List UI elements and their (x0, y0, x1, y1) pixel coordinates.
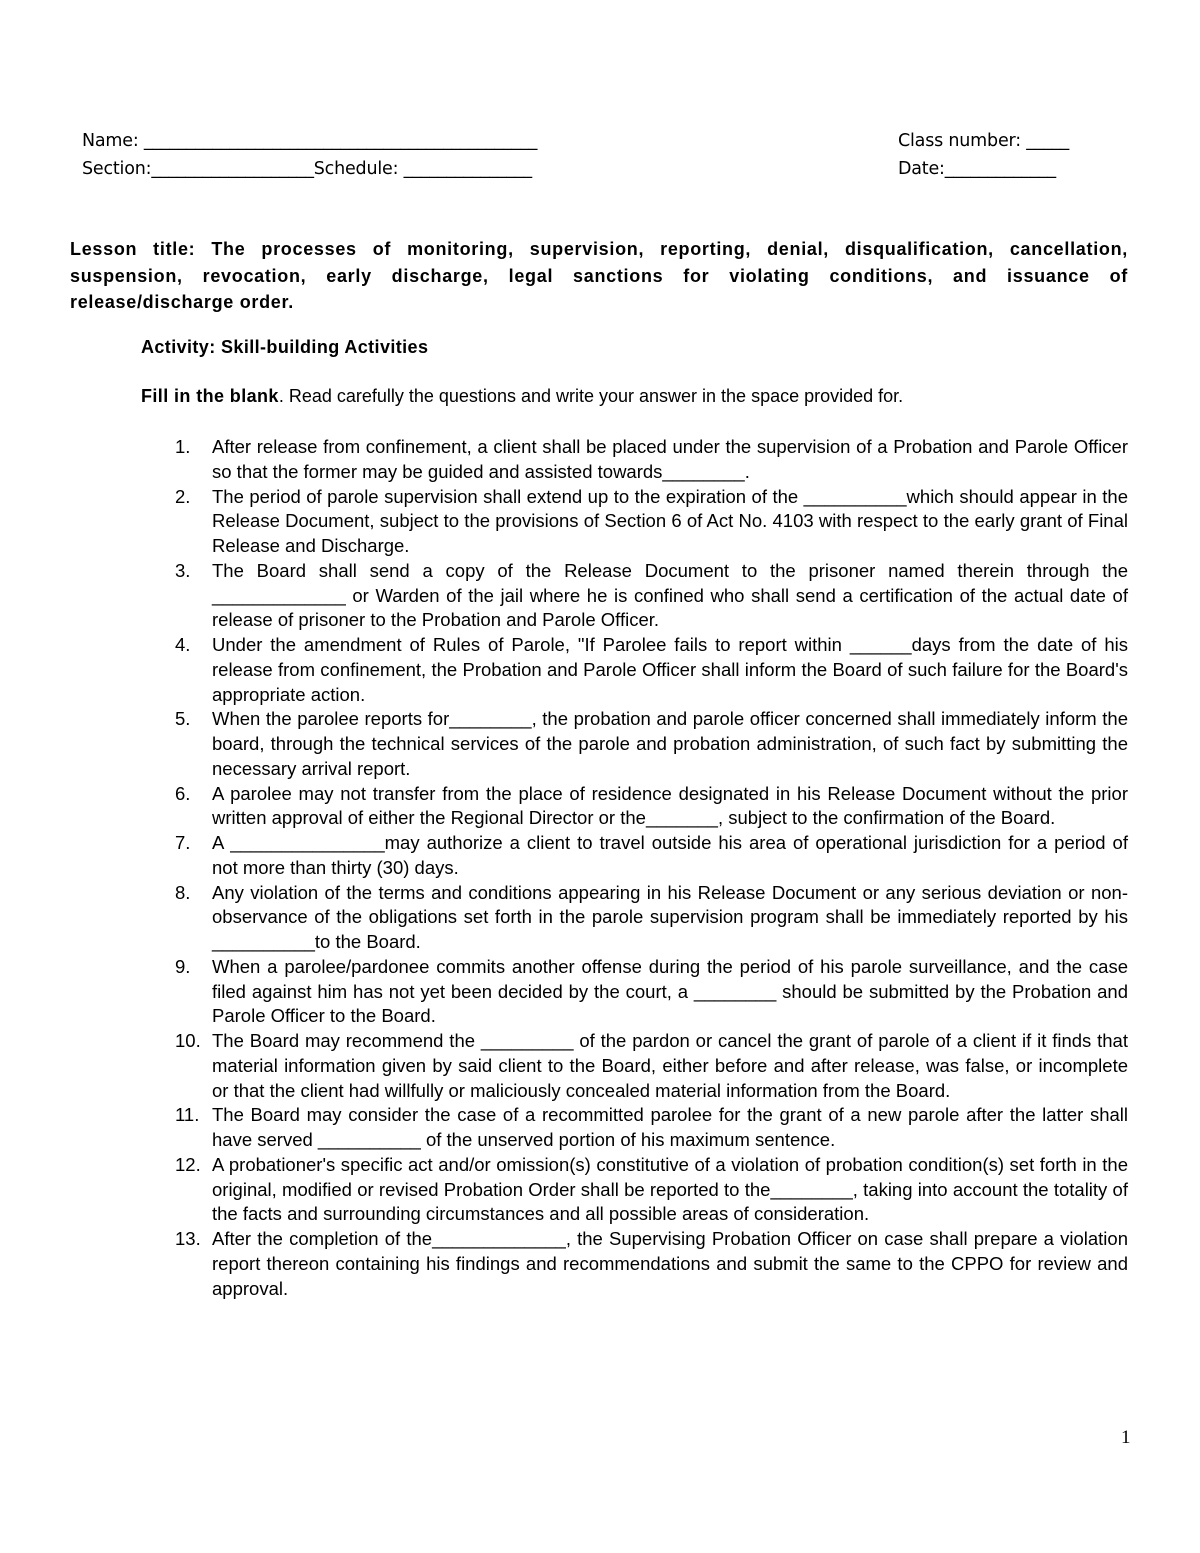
question-item (0, 707, 1128, 781)
instructions-bold: Fill in the blank (141, 386, 279, 406)
question-number: 9. (175, 955, 191, 977)
question-item (0, 831, 1128, 881)
page-number: 1 (1121, 1427, 1131, 1448)
activity-title: Activity: Skill-building Activities (141, 337, 429, 357)
class-number-line: Class number: _____ (898, 131, 1070, 151)
question-number: 3. (175, 559, 191, 581)
question-text: A _______________may authorize a client to travel outside his area of operational jurisdiction for a period of not more than thirty (30) days. (212, 832, 1128, 878)
lesson-title: Lesson title: The processes of monitoring, supervision, reporting, denial, disqualification, cancellation, suspension, revocation, early discharge, legal sanctions for violating conditions, and issuance of release/discharge order. (70, 239, 1128, 312)
question-text: When a parolee/pardonee commits another offense during the period of his parole surveillance, and the case filed against him has not yet been decided by the court, a ________ should be submitted by the Probation and Parole Officer to the Board. (212, 955, 1128, 1027)
question-list (0, 435, 1200, 1301)
question-item (0, 559, 1128, 633)
question-item (0, 1227, 1128, 1301)
date-line: Date:_____________ (898, 159, 1056, 179)
question-number: 5. (175, 708, 191, 730)
question-text: The period of parole supervision shall extend up to the expiration of the __________which should appear in the Release Document, subject to the provisions of Section 6 of Act No. 4103 with respect to the early grant of Final Release and Discharge. (212, 485, 1128, 556)
question-item (0, 633, 1128, 707)
question-number: 7. (175, 832, 191, 853)
question-item (0, 782, 1128, 832)
question-number: 6. (175, 782, 191, 804)
question-text: Under the amendment of Rules of Parole, "If Parolee fails to report within ______days from the date of his release from confinement, the Probation and Parole Officer shall inform the Board of such failure for the Board's appropriate action. (212, 634, 1128, 705)
question-item (0, 435, 1128, 485)
question-number: 4. (175, 634, 191, 655)
question-text: The Board may consider the case of a recommitted parolee for the grant of a new parole after the latter shall have served __________ of the unserved portion of his maximum sentence. (212, 1104, 1128, 1150)
question-item (0, 1103, 1128, 1153)
question-item (0, 881, 1128, 955)
instructions-text: . Read carefully the questions and write your answer in the space provided for. (278, 386, 904, 406)
question-text: When the parolee reports for________, the probation and parole officer concerned shall immediately inform the board, through the technical services of the parole and probation administration, of such fact by submitting the necessary arrival report. (212, 708, 1128, 779)
question-text: The Board shall send a copy of the Release Document to the prisoner named therein through the _____________ or Warden of the jail where he is confined who shall send a certification of the actual date of release of prisoner to the Probation and Parole Officer. (212, 559, 1128, 631)
question-item (0, 955, 1128, 1029)
question-text: Any violation of the terms and conditions appearing in his Release Document or any serious deviation or non-observance of the obligations set forth in the parole supervision program shall be immediately reported by his __________to the Board. (212, 881, 1128, 952)
name-field-line: Name: ______________________________________________ (82, 131, 538, 151)
question-text: After release from confinement, a client shall be placed under the supervision of a Probation and Parole Officer so that the former may be guided and assisted towards________. (212, 436, 1128, 482)
question-number: 8. (175, 881, 191, 903)
question-number: 2. (175, 485, 191, 507)
question-number: 1. (175, 436, 191, 457)
question-text: The Board may recommend the _________ of the pardon or cancel the grant of parole of a client if it finds that material information given by said client to the Board, either before and after release, was false, or incomplete or that the client had willfully or maliciously concealed material information from the Board. (212, 1030, 1128, 1101)
question-item (0, 485, 1128, 559)
question-number: 12. (175, 1153, 201, 1175)
instructions (141, 386, 903, 407)
question-number: 10. (175, 1030, 201, 1051)
question-item (0, 1153, 1128, 1227)
question-number: 11. (175, 1104, 200, 1126)
question-text: After the completion of the_____________, the Supervising Probation Officer on case shall prepare a violation report thereon containing his findings and recommendations and submit the same to the CPPO for review and approval. (212, 1228, 1128, 1299)
question-item (0, 1029, 1128, 1103)
section-schedule-line: Section:___________________Schedule: _______________ (82, 159, 532, 179)
question-number: 13. (175, 1228, 201, 1249)
question-text: A parolee may not transfer from the place of residence designated in his Release Document without the prior written approval of either the Regional Director or the_______, subject to the confirmation of the Board. (212, 782, 1128, 829)
question-text: A probationer's specific act and/or omission(s) constitutive of a violation of probation condition(s) set forth in the original, modified or revised Probation Order shall be reported to the________, taking into account the totality of the facts and surrounding circumstances and all possible areas of consideration. (212, 1153, 1128, 1225)
